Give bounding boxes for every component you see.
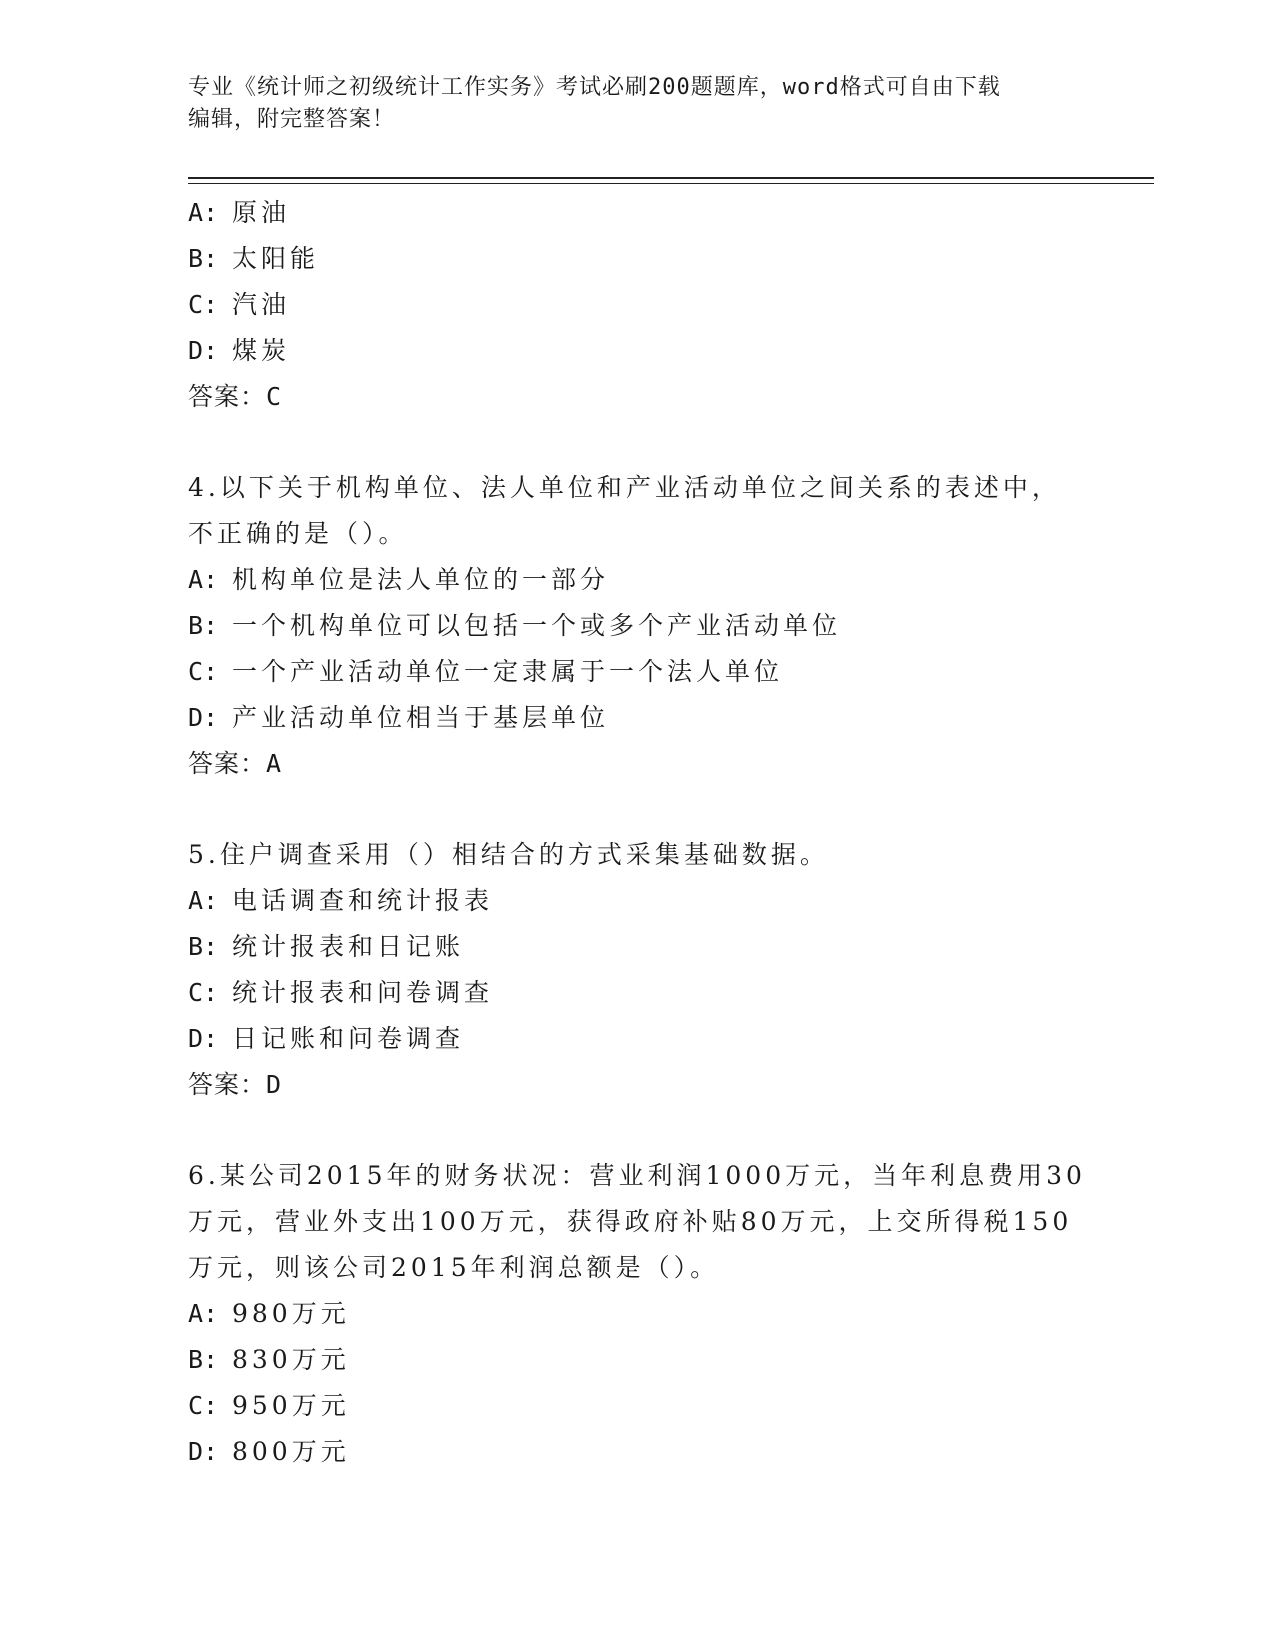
option-a [188, 1291, 1088, 1337]
option-label: A: [188, 198, 219, 227]
header-title-line1: 专业《统计师之初级统计工作实务》考试必刷200题题库，word格式可自由下载 [188, 75, 1001, 100]
option-text: 电话调查和统计报表 [232, 886, 494, 915]
answer-prefix: 答案： [188, 382, 267, 411]
option-c [188, 649, 1088, 695]
option-b [188, 1337, 1088, 1383]
option-d [188, 1429, 1088, 1475]
option-d [188, 328, 1088, 374]
option-label: C: [188, 290, 219, 319]
question-6 [188, 1153, 1088, 1475]
option-label: A: [188, 886, 219, 915]
answer-line [188, 374, 1088, 420]
question-stem-line: 6.某公司2015年的财务状况：营业利润1000万元，当年利息费用30 [188, 1161, 1086, 1190]
answer-prefix: 答案： [188, 1070, 267, 1099]
option-label: B: [188, 611, 219, 640]
option-label: D: [188, 1437, 219, 1466]
answer-value: D [266, 1070, 283, 1099]
option-text: 统计报表和日记账 [232, 932, 465, 961]
question-stem [188, 465, 1088, 557]
option-text: 日记账和问卷调查 [232, 1024, 465, 1053]
option-d [188, 1016, 1088, 1062]
option-a [188, 878, 1088, 924]
option-a [188, 190, 1088, 236]
option-text: 机构单位是法人单位的一部分 [232, 565, 610, 594]
question-stem-line: 万元，营业外支出100万元，获得政府补贴80万元，上交所得税150 [188, 1207, 1073, 1236]
option-text: 统计报表和问卷调查 [232, 978, 494, 1007]
option-b [188, 236, 1088, 282]
option-text: 太阳能 [232, 244, 320, 273]
spacer [188, 420, 1088, 465]
answer-value: A [266, 749, 283, 778]
option-text: 980万元 [232, 1299, 350, 1328]
option-text: 一个产业活动单位一定隶属于一个法人单位 [232, 657, 784, 686]
question-stem-line: 5.住户调查采用（）相结合的方式采集基础数据。 [188, 840, 829, 869]
option-d [188, 695, 1088, 741]
option-label: C: [188, 657, 219, 686]
option-text: 汽油 [232, 290, 291, 319]
option-label: C: [188, 978, 219, 1007]
option-text: 800万元 [232, 1437, 350, 1466]
option-b [188, 603, 1088, 649]
option-b [188, 924, 1088, 970]
answer-prefix: 答案： [188, 749, 267, 778]
option-text: 一个机构单位可以包括一个或多个产业活动单位 [232, 611, 842, 640]
option-label: A: [188, 1299, 219, 1328]
spacer [188, 1108, 1088, 1153]
option-label: B: [188, 244, 219, 273]
option-label: D: [188, 336, 219, 365]
header-divider-thick [188, 177, 1154, 179]
option-text: 煤炭 [232, 336, 291, 365]
question-stem [188, 832, 1088, 878]
option-c [188, 970, 1088, 1016]
option-text: 原油 [232, 198, 291, 227]
document-header [188, 72, 1068, 136]
option-label: D: [188, 703, 219, 732]
option-text: 950万元 [232, 1391, 350, 1420]
option-text: 830万元 [232, 1345, 350, 1374]
option-label: A: [188, 565, 219, 594]
answer-line [188, 1062, 1088, 1108]
header-divider-thin [188, 183, 1154, 184]
option-label: B: [188, 932, 219, 961]
header-title-line2: 编辑，附完整答案！ [188, 107, 396, 132]
option-a [188, 557, 1088, 603]
option-label: D: [188, 1024, 219, 1053]
option-c [188, 1383, 1088, 1429]
answer-line [188, 741, 1088, 787]
question-5 [188, 832, 1088, 1108]
option-text: 产业活动单位相当于基层单位 [232, 703, 610, 732]
answer-value: C [266, 382, 283, 411]
question-stem [188, 1153, 1088, 1291]
question-stem-line: 万元，则该公司2015年利润总额是（）。 [188, 1253, 720, 1282]
option-label: C: [188, 1391, 219, 1420]
question-list [188, 190, 1088, 1475]
question-3 [188, 190, 1088, 420]
option-label: B: [188, 1345, 219, 1374]
question-stem-line: 不正确的是（）。 [188, 519, 408, 548]
question-4 [188, 465, 1088, 787]
spacer [188, 787, 1088, 832]
option-c [188, 282, 1088, 328]
question-stem-line: 4.以下关于机构单位、法人单位和产业活动单位之间关系的表述中， [188, 473, 1061, 502]
